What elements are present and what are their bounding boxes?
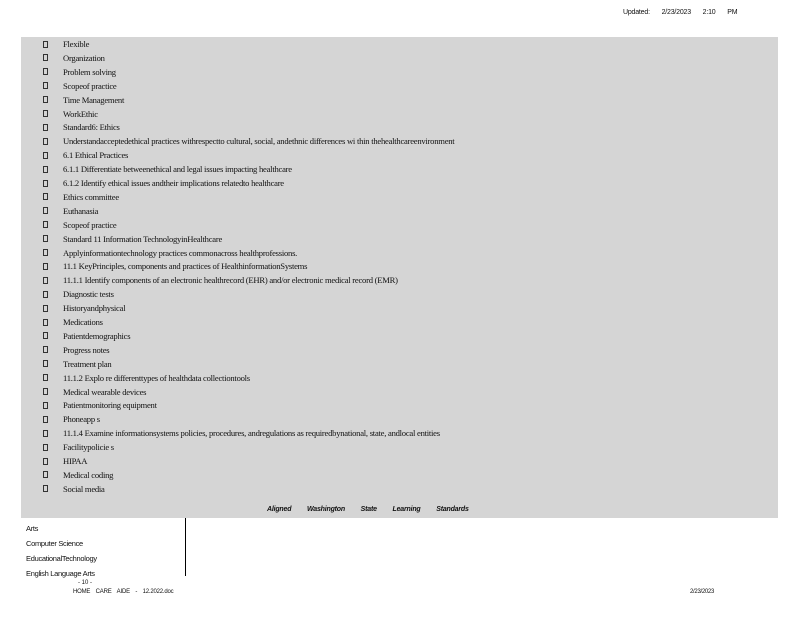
- bullet-box-icon: [43, 207, 48, 214]
- bullet-box-icon: [43, 235, 48, 242]
- list-item-text: HIPAA: [63, 456, 88, 466]
- list-item-text: 11.1 KeyPrinciples, components and practices of HealthinformationSystems: [63, 261, 308, 272]
- footer-filename: HOME CARE AIDE - 12.2022.doc: [73, 589, 174, 595]
- bullet-box-icon: [43, 360, 48, 367]
- list-item-text: Historyandphysical: [63, 303, 126, 314]
- list-item-text: Social media: [63, 483, 105, 494]
- subjects-list: [26, 521, 97, 581]
- bullet-box-icon: [43, 124, 48, 131]
- list-item-text: 11.1.4 Examine informationsystems policies, procedures, andregulations as requiredbynational, state, andlocal entities: [63, 428, 440, 439]
- bullet-box-icon: [43, 249, 48, 256]
- bullet-box-icon: [43, 346, 48, 353]
- list-item-text: Applyinformationtechnology practices commonacross healthprofessions.: [63, 247, 298, 258]
- list-item-text: Standard6: Ethics: [63, 122, 120, 133]
- bullet-box-icon: [43, 388, 48, 395]
- list-item-text: 6.1.1 Differentiate betweenethical and legal issues impacting healthcare: [63, 164, 292, 175]
- updated-ampm: PM: [727, 9, 738, 16]
- list-item-text: Facilitypolicie s: [63, 442, 114, 453]
- column-divider: [185, 518, 186, 576]
- list-item-text: Patientdemographics: [63, 330, 131, 341]
- list-item-text: 11.1.1 Identify components of an electronic healthrecord (EHR) and/or electronic medical record (EMR): [63, 275, 398, 286]
- bullet-box-icon: [43, 430, 48, 437]
- standards-list-panel: [21, 37, 778, 518]
- subject-item: EducationalTechnology: [26, 554, 97, 563]
- bullet-box-icon: [43, 291, 48, 298]
- list-item-text: 6.1.2 Identify ethical issues andtheir implications relatedto healthcare: [63, 178, 284, 188]
- bullet-box-icon: [43, 402, 48, 409]
- bullet-box-icon: [43, 263, 48, 270]
- bullet-box-icon: [43, 444, 48, 451]
- subject-item: English Language Arts: [26, 569, 95, 578]
- subject-item: Arts: [26, 524, 39, 533]
- list-item-text: Ethics committee: [63, 191, 119, 202]
- bullet-box-icon: [43, 374, 48, 381]
- list-item-text: Time Management: [63, 94, 125, 105]
- footer-date: 2/23/2023: [690, 589, 714, 595]
- bullet-box-icon: [43, 166, 48, 173]
- bullet-box-icon: [43, 332, 48, 339]
- bullet-box-icon: [43, 319, 48, 326]
- bullet-box-icon: [43, 68, 48, 75]
- bullet-box-icon: [43, 180, 48, 187]
- bullet-box-icon: [43, 96, 48, 103]
- list-item-text: Medical wearable devices: [63, 386, 147, 397]
- list-item-text: Scopeof practice: [63, 80, 117, 91]
- bullet-box-icon: [43, 110, 48, 117]
- bullet-box-icon: [43, 193, 48, 200]
- list-item-text: Patientmonitoring equipment: [63, 400, 157, 411]
- updated-time: 2:10: [702, 9, 716, 16]
- bullet-box-icon: [43, 82, 48, 89]
- bullet-box-icon: [43, 485, 48, 492]
- bullet-box-icon: [43, 138, 48, 145]
- bullet-box-icon: [43, 277, 48, 284]
- list-item-text: Standard 11 Information TechnologyinHealthcare: [63, 233, 223, 244]
- bullet-box-icon: [43, 221, 48, 228]
- list-item-text: Diagnostic tests: [63, 289, 114, 300]
- updated-label: Updated:: [623, 9, 650, 16]
- list-item-text: Understandacceptedethical practices withrespectto cultural, social, andethnic differences wi thin thehealthcareenvironment: [63, 136, 455, 147]
- list-item-text: 6.1 Ethical Practices: [63, 150, 129, 161]
- bullet-box-icon: [43, 54, 48, 61]
- list-item-text: Phoneapp s: [63, 414, 100, 425]
- list-item-text: Problem solving: [63, 66, 116, 77]
- bullet-box-icon: [43, 471, 48, 478]
- list-item-text: Euthanasia: [63, 205, 99, 216]
- updated-stamp: [623, 9, 747, 16]
- list-item-text: Treatment plan: [63, 358, 112, 369]
- bullet-box-icon: [43, 458, 48, 465]
- list-item-text: Scopeof practice: [63, 219, 117, 230]
- subject-item: Computer Science: [26, 539, 83, 548]
- bullet-box-icon: [43, 305, 48, 312]
- list-item-text: WorkEthic: [63, 108, 98, 119]
- list-item-text: Progress notes: [63, 344, 110, 355]
- updated-date: 2/23/2023: [661, 9, 691, 16]
- page-number: - 10 -: [78, 580, 93, 586]
- bullet-box-icon: [43, 41, 48, 48]
- bullet-box-icon: [43, 152, 48, 159]
- aligned-standards-heading: Aligned Washington State Learning Standards: [267, 506, 469, 513]
- bullet-box-icon: [43, 416, 48, 423]
- list-item-text: Medical coding: [63, 469, 114, 480]
- list-item-text: Flexible: [63, 39, 90, 49]
- list-item-text: Organization: [63, 52, 105, 63]
- list-item-text: 11.1.2 Explo re differenttypes of healthdata collectiontools: [63, 372, 250, 383]
- list-item-text: Medications: [63, 317, 103, 327]
